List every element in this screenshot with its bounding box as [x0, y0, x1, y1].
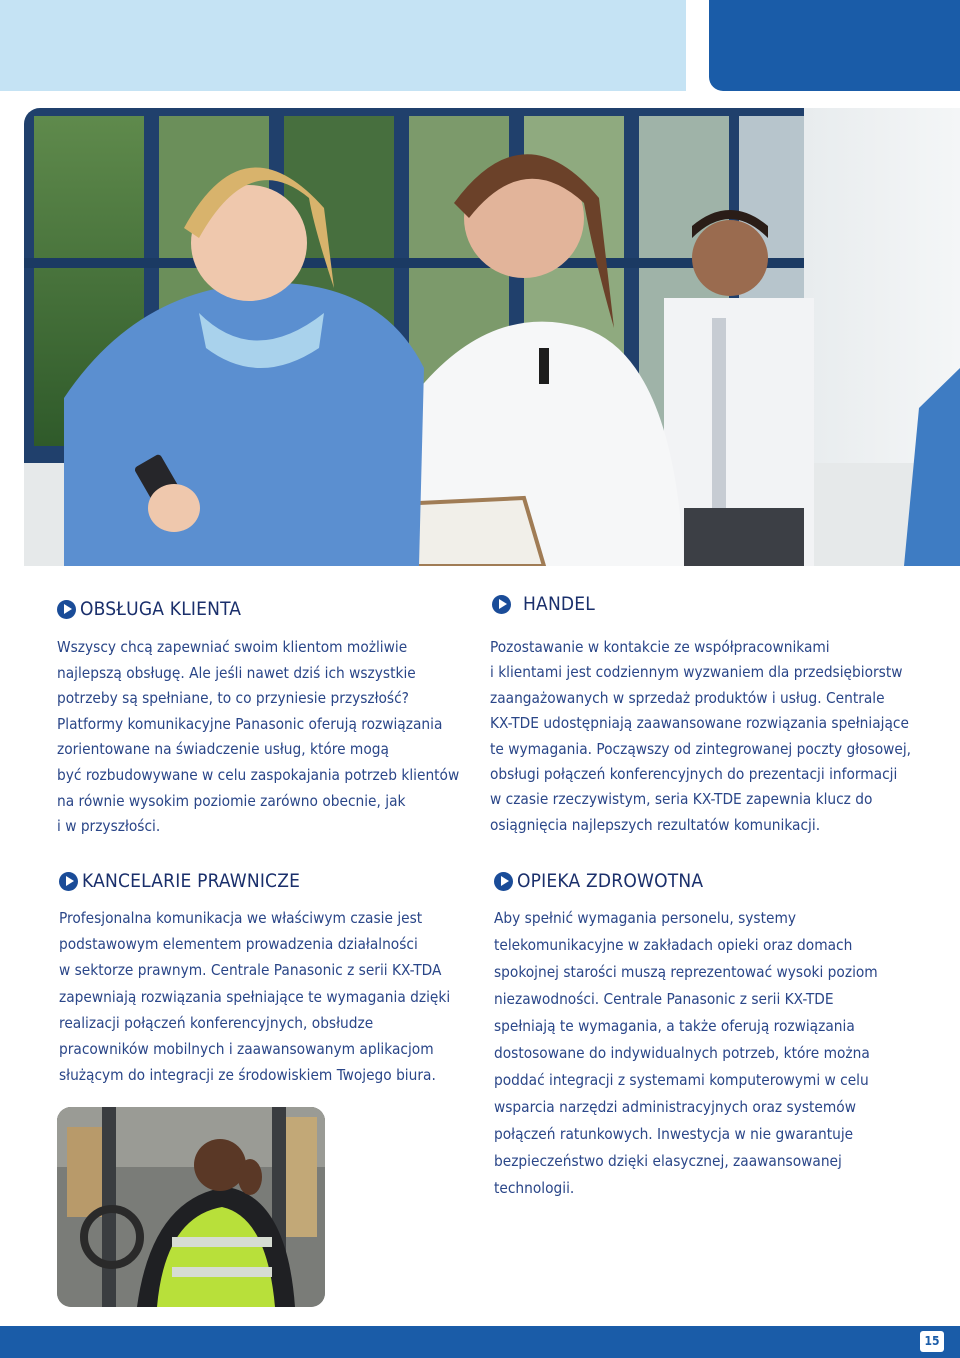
header-band-light	[0, 0, 686, 91]
play-arrow-icon	[492, 595, 511, 614]
section-title-handel	[492, 593, 595, 615]
section-title-opieka-zdrowotna	[494, 870, 703, 892]
page-number: 15	[920, 1331, 944, 1352]
section-title-obsluga-klienta	[57, 598, 241, 620]
section-title-text: HANDEL	[523, 593, 596, 615]
section-body-handel: Pozostawanie w kontakcie ze współpracownikami i klientami jest codziennym wyzwaniem dla przedsiębiorstw zaangażowanych w sprzedaż produktów i usług. Centrale KX-TDE udostępniają zaawansowane rozwiązania spełniające te wymagania. Począwszy od zintegrowanej poczty głosowej, obsługi połączeń konferencyjnych do prezentacji informacji w czasie rzeczywistym, seria KX-TDE zapewnia klucz do osiągnięcia najlepszych rezultatów komunikacji.	[490, 638, 912, 834]
play-arrow-icon	[494, 872, 513, 891]
section-body-obsluga-klienta: Wszyscy chcą zapewniać swoim klientom możliwie najlepszą obsługę. Ale jeśli nawet dziś ich wszystkie potrzeby są spełniane, to co przyniesie przyszłość? Platformy komunikacyjne Panasonic oferują rozwiązania zorientowane na świadczenie usług, które mogą być rozbudowywane w celu zaspokajania potrzeb klientów na równie wysokim poziomie zarówno obecnie, jak i w przyszłości.	[57, 638, 460, 836]
section-title-text: OBSŁUGA KLIENTA	[80, 598, 242, 620]
footer-band	[0, 1326, 960, 1358]
section-title-text: KANCELARIE PRAWNICZE	[82, 870, 301, 892]
section-body-kancelarie-prawnicze: Profesjonalna komunikacja we właściwym czasie jest podstawowym elementem prowadzenia działalności w sektorze prawnym. Centrale Panasonic z serii KX-TDA zapewniają rozwiązania spełniające te wymagania dzięki realizacji połączeń konferencyjnych, obsłudze pracowników mobilnych i zaawansowanym aplikacjom służącym do integracji ze środowiskiem Twojego biura.	[59, 909, 451, 1085]
forklift-worker-photo	[57, 1107, 325, 1307]
play-arrow-icon	[59, 872, 78, 891]
section-body-opieka-zdrowotna: Aby spełnić wymagania personelu, systemy telekomunikacyjne w zakładach opieki oraz domach spokojnej starości muszą reprezentować wysoki poziom niezawodności. Centrale Panasonic z serii KX-TDE spełniają te wymagania, a także oferują rozwiązania dostosowane do indywidualnych potrzeb, które można poddać integracji z systemami komputerowymi w celu wsparcia narzędzi administracyjnych oraz systemów połączeń ratunkowych. Inwestycja w nie gwarantuje bezpieczeństwo dzięki elasycznej, zaawansowanej technologii.	[494, 909, 878, 1197]
hospital-staff-photo	[24, 108, 960, 566]
play-arrow-icon	[57, 600, 76, 619]
section-title-text: OPIEKA ZDROWOTNA	[517, 870, 704, 892]
section-title-kancelarie-prawnicze	[59, 870, 300, 892]
header-band-dark	[709, 0, 960, 91]
